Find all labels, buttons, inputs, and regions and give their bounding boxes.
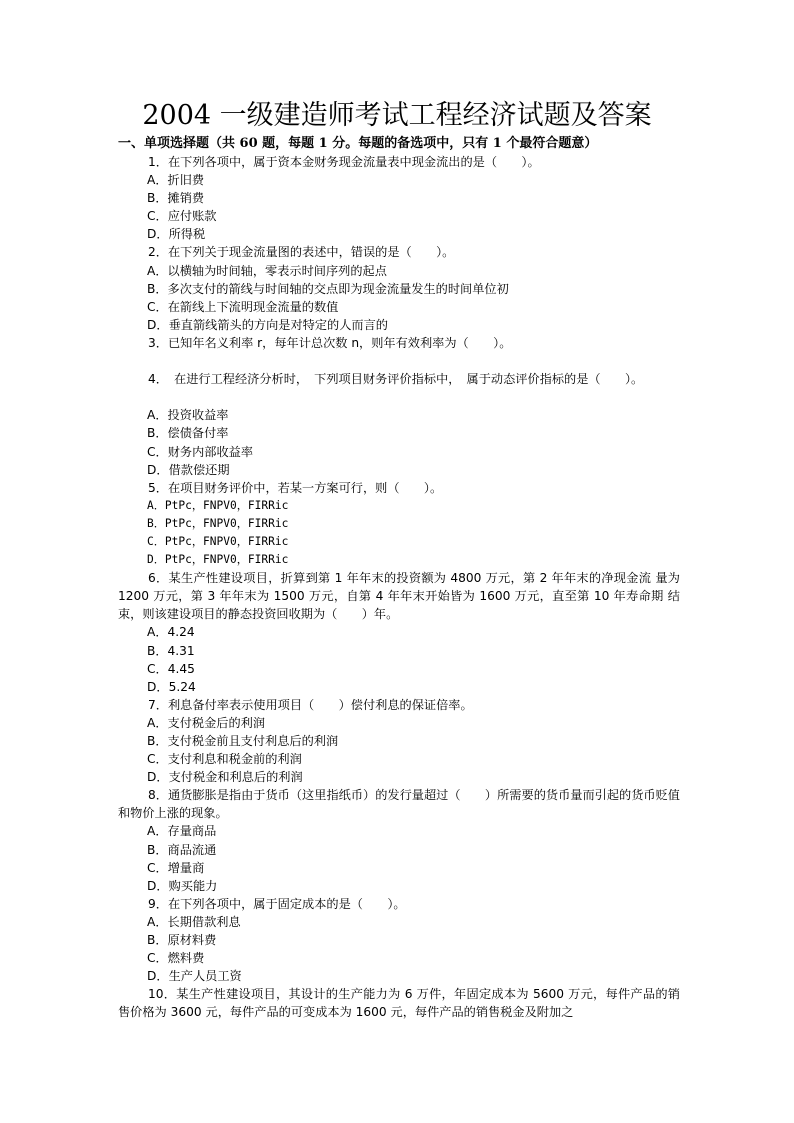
question-8-option-c: C．增量商	[147, 860, 205, 875]
question-7-option-b: B．支付税金前且支付利息后的利润	[147, 734, 339, 749]
question-list	[118, 153, 680, 1022]
question-7-stem: 7．利息备付率表示使用项目（ ）偿付利息的保证倍率。	[148, 697, 473, 712]
document-title: 2004 一级建造师考试工程经济试题及答案	[142, 100, 652, 131]
question-3-stem: 3．已知年名义利率 r，每年计总次数 n，则年有效利率为（ ）。	[148, 335, 512, 350]
question-9-option-c: C．燃料费	[147, 951, 205, 966]
question-5-option-b: B．PtPc，FNPV0，FIRRic	[147, 516, 289, 530]
question-5-option-d: D．PtPc，FNPV0，FIRRic	[147, 553, 289, 567]
question-7-option-d: D．支付税金和利息后的利润	[147, 770, 303, 785]
question-6-option-a: A．4.24	[147, 625, 195, 640]
question-4-option-d: D．借款偿还期	[147, 462, 230, 477]
question-1-option-c: C．应付账款	[147, 209, 217, 224]
question-1-option-a: A．折旧费	[147, 173, 205, 188]
question-4-stem: 4． 在进行工程经济分析时， 下列项目财务评价指标中， 属于动态评价指标的是（ ）。	[148, 372, 644, 387]
question-2-option-a: A．以横轴为时间轴，零表示时间序列的起点	[147, 263, 387, 278]
question-8-option-b: B．商品流通	[147, 842, 217, 857]
question-2-stem: 2．在下列关于现金流量图的表述中，错误的是（ ）。	[148, 245, 455, 260]
section-heading: 一、单项选择题（共 60 题，每题 1 分。每题的备选项中，只有 1 个最符合题意）	[118, 136, 598, 151]
question-6-option-d: D．5.24	[147, 679, 196, 694]
question-4-option-b: B．偿债备付率	[147, 426, 229, 441]
question-6-stem: 6．某生产性建设项目，折算到第 1 年年末的投资额为 4800 万元，第 2 年年末的净现金流 量为 1200 万元，第 3 年年末为 1500 万元，自第 4 年年末开始皆为 1600 万元，直至第 10 年寿命期 结束，则该建设项目的静态投资回收期为（ ）年。	[118, 571, 680, 622]
question-9-stem: 9．在下列各项中，属于固定成本的是（ ）。	[148, 896, 406, 911]
question-8-option-d: D．购买能力	[147, 878, 218, 893]
question-9-option-d: D．生产人员工资	[147, 969, 242, 984]
question-6-option-b: B．4.31	[147, 643, 195, 658]
question-9-option-a: A．长期借款利息	[147, 914, 241, 929]
question-8-option-a: A．存量商品	[147, 824, 217, 839]
question-7-option-c: C．支付利息和税金前的利润	[147, 752, 302, 767]
question-10-stem: 10．某生产性建设项目，其设计的生产能力为 6 万件，年固定成本为 5600 万元，每件产品的销售价格为 3600 元，每件产品的可变成本为 1600 元，每件产品的销售税金及附加之	[118, 987, 680, 1020]
question-4-option-c: C．财务内部收益率	[147, 444, 254, 459]
question-1-stem: 1．在下列各项中，属于资本金财务现金流量表中现金流出的是（ ）。	[148, 155, 540, 169]
question-7-option-a: A．支付税金后的利润	[147, 715, 266, 730]
question-8-stem: 8．通货膨胀是指由于货币（这里指纸币）的发行量超过（ ）所需要的货币量而引起的货币贬值和物价上涨的现象。	[118, 788, 680, 821]
question-5-option-a: A．PtPc，FNPV0，FIRRic	[147, 498, 289, 512]
question-5-option-c: C．PtPc，FNPV0，FIRRic	[147, 534, 289, 548]
question-5-stem: 5．在项目财务评价中，若某一方案可行，则（ ）。	[148, 480, 443, 495]
question-2-option-c: C．在箭线上下流明现金流量的数值	[147, 299, 339, 314]
question-6-option-c: C．4.45	[147, 661, 195, 676]
question-9-option-b: B．原材料费	[147, 933, 217, 948]
blank-line	[118, 352, 680, 370]
question-2-option-d: D．垂直箭线箭头的方向是对特定的人而言的	[147, 317, 388, 332]
question-4-option-a: A．投资收益率	[147, 408, 229, 423]
question-2-option-b: B．多次支付的箭线与时间轴的交点即为现金流量发生的时间单位初	[147, 281, 509, 296]
question-1-option-b: B．摊销费	[147, 191, 205, 206]
question-1-option-d: D．所得税	[147, 227, 206, 242]
